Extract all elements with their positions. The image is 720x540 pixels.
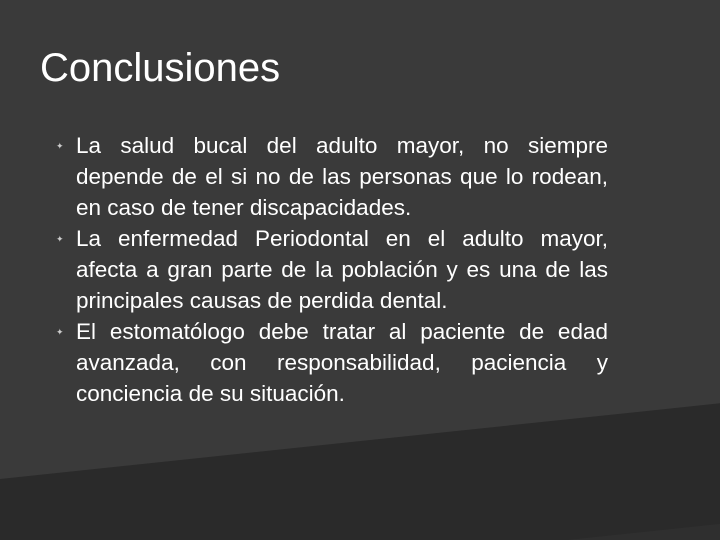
star-bullet-icon: ✦ [56, 327, 64, 337]
bullet-list [56, 130, 608, 409]
star-bullet-icon: ✦ [56, 234, 64, 244]
slide-title: Conclusiones [40, 46, 281, 90]
bullet-text: La enfermedad Periodontal en el adulto mayor, afecta a gran parte de la población y es una de las principales causas de perdida dental. [76, 226, 608, 313]
bullet-text: La salud bucal del adulto mayor, no siempre depende de el si no de las personas que lo rodean, en caso de tener discapacidades. [76, 133, 608, 220]
bullet-text: El estomatólogo debe tratar al paciente de edad avanzada, con responsabilidad, paciencia y conciencia de su situación. [76, 319, 608, 406]
bullet-item [56, 130, 608, 223]
star-bullet-icon: ✦ [56, 141, 64, 151]
bullet-item [56, 223, 608, 316]
bullet-item [56, 316, 608, 409]
